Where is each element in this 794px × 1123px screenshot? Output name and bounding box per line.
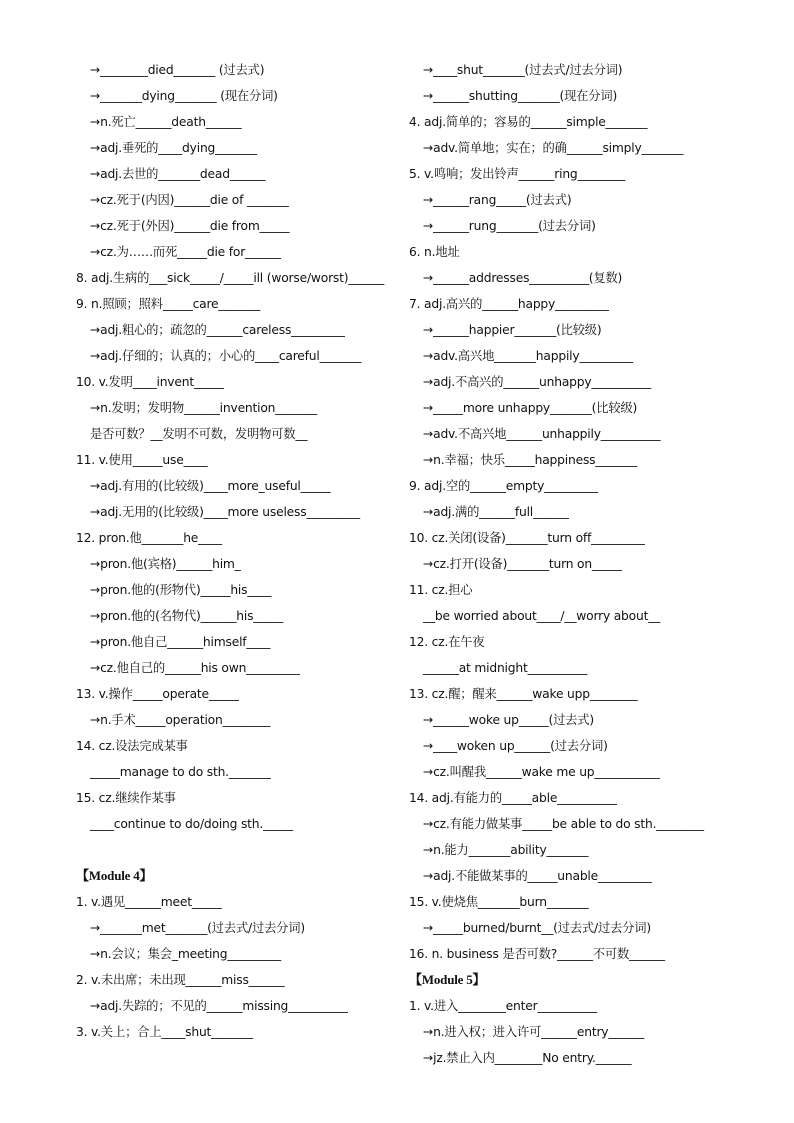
right-vocab-line: →cz.有能力做某事_____be able to do sth.________ — [423, 817, 704, 831]
right-vocab-line: 5. v.鸣响；发出铃声______ring________ — [409, 167, 626, 181]
left-vocab-line: →pron.他(宾格)______him_ — [90, 557, 241, 571]
left-vocab-line: 3. v.关上；合上____shut_______ — [76, 1025, 253, 1039]
left-vocab-line: →n.手术_____operation________ — [90, 713, 271, 727]
right-vocab-line: →n.能力_______ability_______ — [423, 843, 589, 857]
right-column — [409, 57, 739, 1071]
left-vocab-line: →_______dying_______ (现在分词) — [90, 89, 278, 103]
right-vocab-line: ______at midnight__________ — [423, 661, 588, 675]
left-vocab-line: 14. cz.设法完成某事 — [76, 739, 188, 753]
left-vocab-line: →cz.死于(外因)______die from_____ — [90, 219, 290, 233]
right-module-heading: 【Module 5】 — [409, 972, 486, 987]
left-column — [76, 57, 396, 1045]
left-vocab-line: →pron.他的(名物代)______his_____ — [90, 609, 284, 623]
right-vocab-line: →adv.不高兴地______unhappily__________ — [423, 427, 661, 441]
right-vocab-line: 14. adj.有能力的_____able__________ — [409, 791, 617, 805]
right-vocab-line: 13. cz.醒；醒来______wake upp________ — [409, 687, 638, 701]
right-vocab-line: →____shut_______(过去式/过去分词) — [423, 63, 623, 77]
left-vocab-line: →adj.粗心的；疏忽的______careless_________ — [90, 323, 345, 337]
right-vocab-line: 11. cz.担心 — [409, 583, 473, 597]
left-vocab-line: →________died_______ (过去式) — [90, 63, 265, 77]
right-vocab-line: 15. v.使烧焦_______burn_______ — [409, 895, 589, 909]
right-vocab-line: →adj.不高兴的______unhappy__________ — [423, 375, 651, 389]
left-vocab-line: 15. cz.继续作某事 — [76, 791, 176, 805]
left-vocab-line: →adj.无用的(比较级)____more useless_________ — [90, 505, 360, 519]
right-vocab-line: 7. adj.高兴的______happy_________ — [409, 297, 609, 311]
left-vocab-line: →pron.他的(形物代)_____his____ — [90, 583, 272, 597]
right-vocab-line: →cz.打开(设备)_______turn on_____ — [423, 557, 622, 571]
right-vocab-line: →n.进入权；进入许可______entry______ — [423, 1025, 645, 1039]
right-vocab-line: →______rang_____(过去式) — [423, 193, 572, 207]
left-vocab-line — [76, 837, 396, 863]
left-vocab-line: 10. v.发明____invent_____ — [76, 375, 224, 389]
right-vocab-line: 4. adj.简单的；容易的______simple_______ — [409, 115, 648, 129]
right-vocab-line: 16. n. business 是否可数?______不可数______ — [409, 947, 665, 961]
left-vocab-line: →adj.去世的_______dead______ — [90, 167, 266, 181]
right-vocab-line: →______shutting_______(现在分词) — [423, 89, 618, 103]
left-vocab-line: →cz.为……而死_____die for______ — [90, 245, 281, 259]
left-vocab-line: ____continue to do/doing sth._____ — [90, 817, 293, 831]
left-vocab-line: 13. v.操作_____operate_____ — [76, 687, 239, 701]
right-vocab-line: →_____burned/burnt__(过去式/过去分词) — [423, 921, 651, 935]
right-vocab-line: →______rung_______(过去分词) — [423, 219, 596, 233]
right-vocab-line: →adj.满的______full______ — [423, 505, 569, 519]
right-vocab-line: →______addresses__________(复数) — [423, 271, 623, 285]
right-vocab-line: →n.幸福；快乐_____happiness_______ — [423, 453, 638, 467]
right-vocab-line: →cz.叫醒我______wake me up___________ — [423, 765, 660, 779]
left-vocab-line: →cz.死于(内因)______die of _______ — [90, 193, 289, 207]
right-vocab-line: →______woke up_____(过去式) — [423, 713, 594, 727]
right-vocab-line: →_____more unhappy_______(比较级) — [423, 401, 638, 415]
left-vocab-line: →adj.仔细的；认真的；小心的____careful_______ — [90, 349, 362, 363]
left-vocab-line: 8. adj.生病的___sick_____/_____ill (worse/worst)______ — [76, 271, 385, 285]
left-vocab-line: 2. v.未出席；未出现______miss______ — [76, 973, 285, 987]
left-vocab-line: →adj.有用的(比较级)____more_useful_____ — [90, 479, 331, 493]
left-vocab-line: 1. v.遇见______meet_____ — [76, 895, 222, 909]
right-vocab-line: 12. cz.在午夜 — [409, 635, 485, 649]
right-vocab-line: 6. n.地址 — [409, 245, 460, 259]
right-vocab-line: →______happier_______(比较级) — [423, 323, 602, 337]
left-vocab-line: 是否可数？__发明不可数，发明物可数__ — [90, 427, 308, 441]
left-vocab-line: _____manage to do sth._______ — [90, 765, 271, 779]
left-vocab-line: →adj.垂死的____dying_______ — [90, 141, 257, 155]
left-vocab-line: 9. n.照顾；照料_____care_______ — [76, 297, 261, 311]
left-vocab-line: →n.死亡______death______ — [90, 115, 242, 129]
left-vocab-line: 11. v.使用_____use____ — [76, 453, 208, 467]
right-vocab-line: →adj.不能做某事的_____unable_________ — [423, 869, 652, 883]
left-vocab-line: →_______met_______(过去式/过去分词) — [90, 921, 305, 935]
right-vocab-line: →jz.禁止入内________No entry.______ — [423, 1051, 632, 1065]
right-vocab-line: 1. v.进入________enter__________ — [409, 999, 597, 1013]
left-vocab-line: →n.会议；集会_meeting_________ — [90, 947, 281, 961]
left-vocab-line: 12. pron.他_______he____ — [76, 531, 222, 545]
right-vocab-line: 9. adj.空的______empty_________ — [409, 479, 598, 493]
right-vocab-line: →adv.高兴地_______happily_________ — [423, 349, 633, 363]
right-vocab-line: __be worried about____/__worry about__ — [423, 609, 661, 623]
right-vocab-line: 10. cz.关闭(设备)_______turn off_________ — [409, 531, 645, 545]
right-vocab-line: →adv.简单地；实在；的确______simply_______ — [423, 141, 684, 155]
left-vocab-line: →adj.失踪的；不见的______missing__________ — [90, 999, 348, 1013]
left-vocab-line: →n.发明；发明物______invention_______ — [90, 401, 317, 415]
left-vocab-line: →pron.他自己______himself____ — [90, 635, 271, 649]
right-vocab-line: →____woken up______(过去分词) — [423, 739, 608, 753]
left-module-heading: 【Module 4】 — [76, 868, 153, 883]
left-vocab-line: →cz.他自己的______his own_________ — [90, 661, 300, 675]
